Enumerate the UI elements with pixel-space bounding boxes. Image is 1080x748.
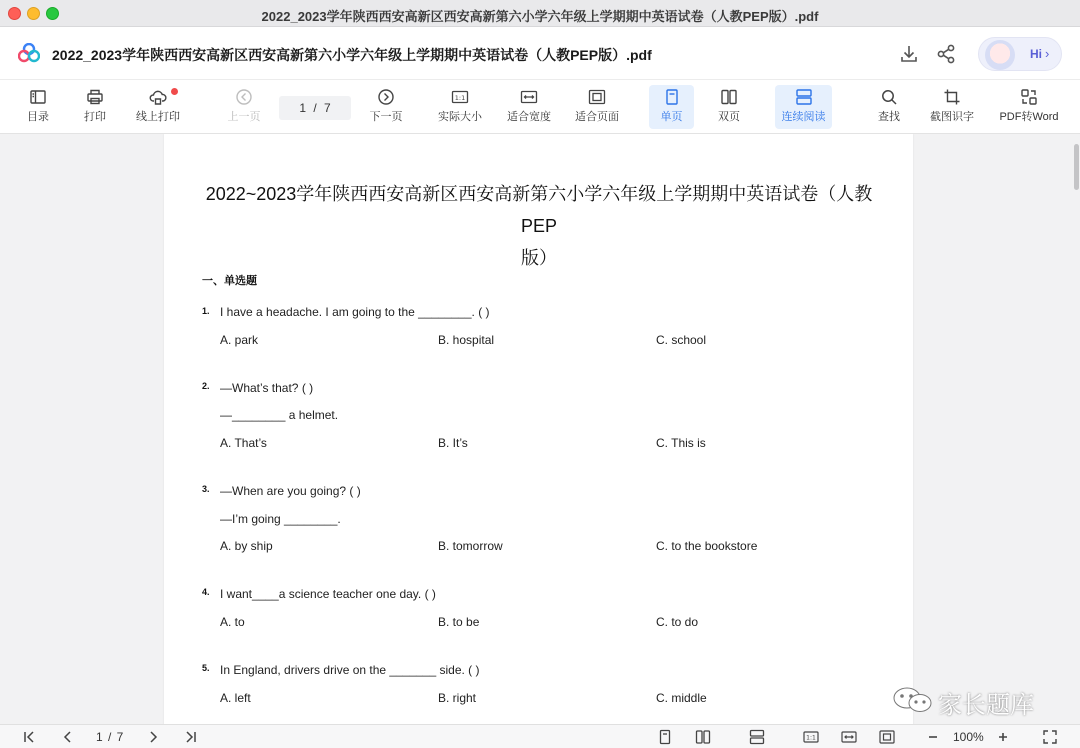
page-number-input[interactable]: 1 / 7 [279,96,351,120]
share-icon[interactable] [935,43,957,65]
question-option: A. park [220,333,259,347]
cloud-print-icon [149,88,167,106]
download-icon[interactable] [898,43,920,65]
question-option: A. That’s [220,436,267,450]
question-option: A. to [220,615,245,629]
question-option: A. left [220,691,251,705]
question-number: 5. [202,663,210,673]
chevron-right-icon[interactable] [145,729,161,745]
actual-size-button[interactable]: 1:1 实际大小 [434,85,486,129]
ocr-button[interactable]: 截图识字 [926,85,978,129]
fit-page-icon[interactable] [879,729,895,745]
crop-icon [943,88,961,106]
window-title: 2022_2023学年陕西西安高新区西安高新第六小学六年级上学期期中英语试卷（人教PEP版）.pdf [261,9,819,24]
question-option: C. This is [656,436,706,450]
single-page-icon[interactable] [657,729,673,745]
question-number: 1. [202,306,210,316]
question-text: I want____a science teacher one day. ( ) [220,587,436,601]
notification-dot [171,88,178,95]
printer-icon [86,88,104,106]
svg-text:1:1: 1:1 [806,734,816,742]
watermark-text: 家长题库 [938,691,1034,719]
fit-width-icon [520,88,538,106]
toc-button[interactable]: 目录 [18,85,58,129]
chevron-left-circle-icon [235,88,253,106]
fullscreen-icon[interactable] [1042,729,1058,745]
bottom-page-indicator[interactable]: 1 / 7 [96,730,124,744]
chevron-left-icon[interactable] [60,729,76,745]
prev-page-button[interactable]: 上一页 [222,85,266,129]
first-page-icon[interactable] [22,729,38,745]
app-header [0,27,1080,80]
app-logo-icon [18,43,40,63]
question-text: —I’m going ________. [220,512,341,526]
double-page-button[interactable]: 双页 [707,85,751,129]
assistant-label: Hi [1030,47,1042,61]
document-viewport[interactable] [0,134,1080,724]
window-titlebar [0,0,1080,27]
section-heading: 一、单选题 [202,275,257,287]
actual-size-icon[interactable] [803,729,819,745]
question-option: B. tomorrow [438,539,503,553]
question-text: —What’s that? ( ) [220,381,314,395]
single-page-button[interactable]: 单页 [649,85,694,129]
bottom-bar [0,724,1080,748]
question-option: B. right [438,691,477,705]
zoom-out-icon[interactable] [925,729,941,745]
double-page-icon[interactable] [695,729,711,745]
wechat-icon [892,686,934,714]
question-text: —________ a helmet. [220,408,339,422]
fit-page-icon [588,88,606,106]
question-option: B. hospital [438,333,495,347]
fit-width-icon[interactable] [841,729,857,745]
convert-icon [1020,88,1038,106]
watermark [890,683,1050,717]
pdf-page [164,134,913,724]
question-option: B. to be [438,615,480,629]
fit-width-button[interactable]: 适合宽度 [502,85,556,129]
search-icon [880,88,898,106]
zoom-level[interactable]: 100% [953,730,984,744]
question-option: C. to the bookstore [656,539,758,553]
last-page-icon[interactable] [182,729,198,745]
chevron-right-icon: › [1045,46,1050,61]
document-title: 2022_2023学年陕西西安高新区西安高新第六小学六年级上学期期中英语试卷（人教PEP版）.pdf [52,47,652,63]
search-button[interactable]: 查找 [871,85,907,129]
question-option: C. to do [656,615,699,629]
question-number: 4. [202,587,210,597]
ai-assistant-button[interactable] [978,37,1062,71]
online-print-button[interactable]: 线上打印 [130,85,186,129]
question-text: I have a headache. I am going to the ________. ( ) [220,305,490,319]
continuous-scroll-icon[interactable] [749,729,765,745]
question-option: C. school [656,333,707,347]
question-number: 2. [202,381,210,391]
double-page-icon [720,88,738,106]
continuous-scroll-icon [795,88,813,106]
exam-title: 2022~2023学年陕西西安高新区西安高新第六小学六年级上学期期中英语试卷（人教PEP 版） [205,184,873,268]
next-page-button[interactable]: 下一页 [364,85,408,129]
question-text: —When are you going? ( ) [220,484,361,498]
question-option: C. middle [656,691,707,705]
single-page-icon [663,88,681,106]
question-option: A. by ship [220,539,273,553]
assistant-avatar [985,40,1015,70]
zoom-in-icon[interactable] [995,729,1011,745]
sidebar-icon [29,88,47,106]
question-option: B. It’s [438,436,468,450]
pdf-to-word-button[interactable]: PDF转Word [996,85,1062,129]
question-number: 3. [202,484,210,494]
actual-size-icon [451,88,469,106]
svg-text:1:1: 1:1 [454,94,466,102]
chevron-right-circle-icon [377,88,395,106]
toolbar [0,80,1080,134]
continuous-reading-button[interactable]: 连续阅读 [775,85,832,129]
print-button[interactable]: 打印 [75,85,115,129]
question-text: In England, drivers drive on the _______ side. ( ) [220,663,480,677]
vertical-scrollbar[interactable] [1074,144,1079,190]
fit-page-button[interactable]: 适合页面 [570,85,624,129]
